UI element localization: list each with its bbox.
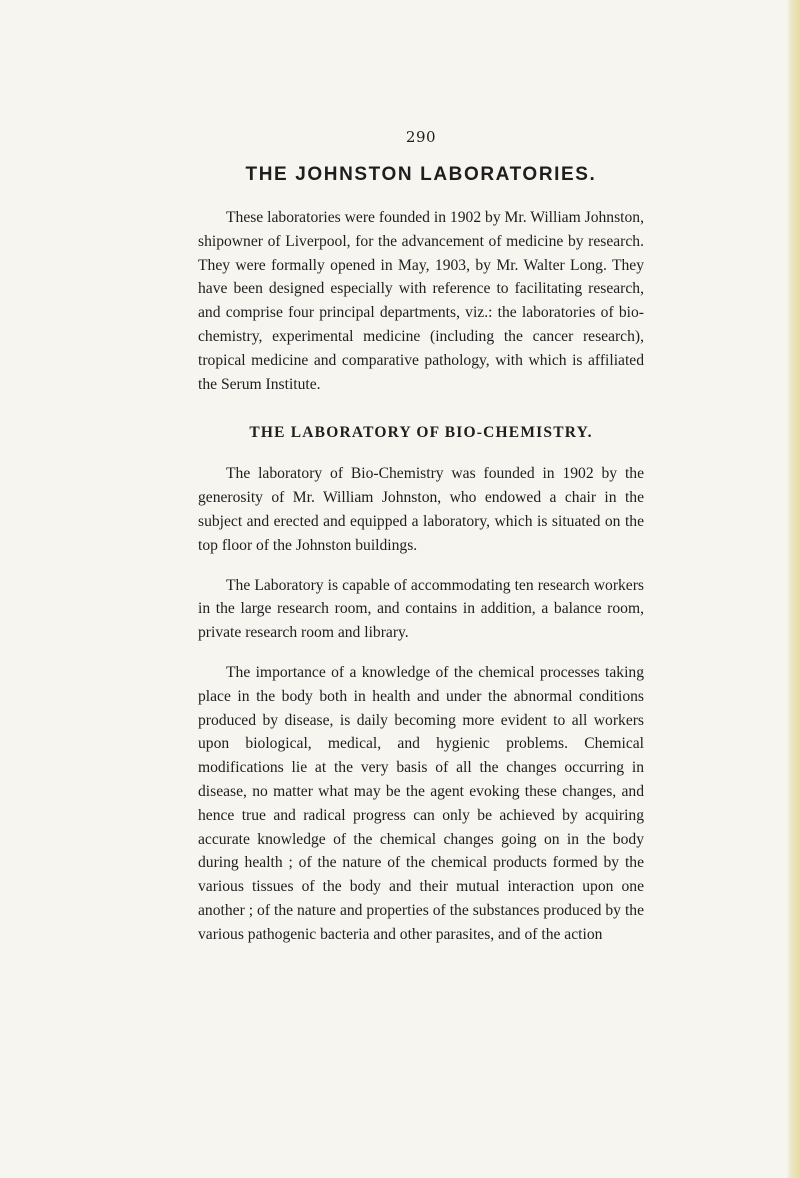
page-content [198, 128, 644, 963]
body-paragraph: The Laboratory is capable of accommodating ten research workers in the large research room, and contains in addition, a balance room, private research room and library. [198, 576, 644, 642]
intro-paragraph: These laboratories were founded in 1902 by Mr. William Johnston, shipowner of Liverpool, for the advancement of medicine by research. They were formally opened in May, 1903, by Mr. Walter Long. They have been designed especially with reference to facilitating research, and comprise four principal departments, viz.: the laboratories of bio-chemistry, experimental medicine (including the cancer research), tropical medicine and comparative pathology, with which is affiliated the Serum Institute. [198, 209, 644, 393]
page-edge-shadow [786, 0, 800, 1178]
body-paragraph: The importance of a knowledge of the chemical processes taking place in the body both in health and under the abnormal conditions produced by disease, is daily becoming more evident to all workers upon biological, medical, and hygienic problems. Chemical modifications lie at the very basis of all the changes occurring in disease, no matter what may be the agent evoking these changes, and hence true and radical progress can only be achieved by acquiring accurate knowledge of the chemical changes going on in the body during health ; of the nature of the chemical products formed by the various tissues of the body and their mutual interaction upon one another ; of the nature and properties of the substances produced by the various pathogenic bacteria and other parasites, and of the action [198, 663, 644, 943]
body-paragraph: The laboratory of Bio-Chemistry was founded in 1902 by the generosity of Mr. William Johnston, who endowed a chair in the subject and erected and equipped a laboratory, which is situated on the top floor of the Johnston buildings. [198, 465, 644, 554]
page-title: THE JOHNSTON LABORATORIES. [245, 164, 597, 185]
page-number: 290 [405, 128, 437, 146]
section-title: THE LABORATORY OF BIO-CHEMISTRY. [249, 424, 593, 442]
